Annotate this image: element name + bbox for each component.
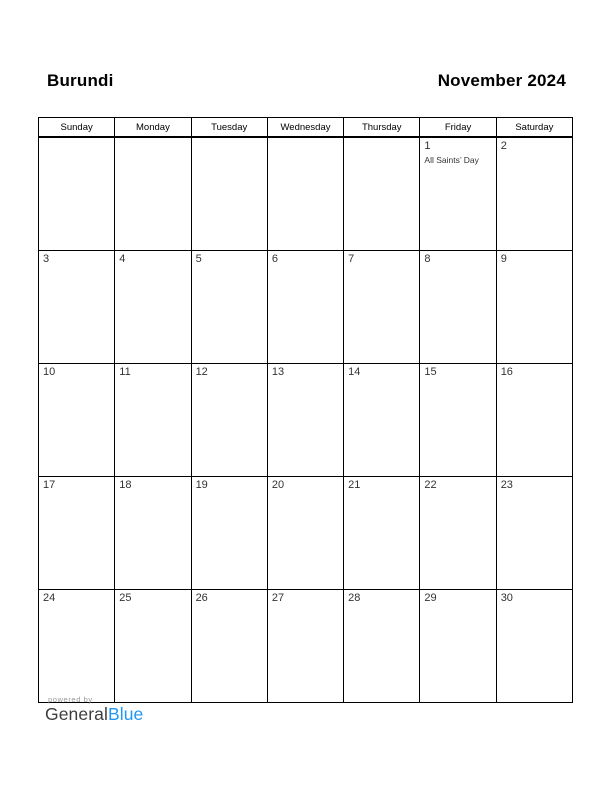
day-number: 23 xyxy=(500,479,513,491)
day-cell-27 xyxy=(267,590,343,703)
day-number: 13 xyxy=(271,366,285,378)
generalblue-logo xyxy=(45,704,143,724)
day-number: 15 xyxy=(424,366,437,378)
day-cell-14 xyxy=(344,364,420,477)
calendar-body xyxy=(39,137,573,703)
day-number: 30 xyxy=(500,592,513,604)
brand-general-text: General xyxy=(45,704,108,724)
day-cell-16 xyxy=(496,364,572,477)
weekday-header-monday: Monday xyxy=(115,118,191,138)
day-cell-24 xyxy=(39,590,115,703)
day-number: 11 xyxy=(119,366,131,378)
day-number: 21 xyxy=(348,479,361,491)
day-number: 20 xyxy=(271,479,285,491)
week-row-3 xyxy=(39,364,573,477)
day-cell-5 xyxy=(191,251,267,364)
day-cell-11 xyxy=(115,364,191,477)
day-number: 7 xyxy=(348,253,355,265)
day-number: 26 xyxy=(195,592,208,604)
day-number: 6 xyxy=(271,253,278,265)
day-cell-17 xyxy=(39,477,115,590)
day-number: 17 xyxy=(43,479,56,491)
day-cell-26 xyxy=(191,590,267,703)
day-number: 2 xyxy=(500,140,507,152)
page-header xyxy=(47,71,566,91)
day-cell-23 xyxy=(496,477,572,590)
powered-by-label: powered by xyxy=(48,695,93,704)
day-number: 22 xyxy=(424,479,437,491)
day-cell-19 xyxy=(191,477,267,590)
weekday-header-thursday: Thursday xyxy=(344,118,420,138)
week-row-5 xyxy=(39,590,573,703)
day-cell-25 xyxy=(115,590,191,703)
day-cell-1 xyxy=(420,137,496,251)
day-cell-13 xyxy=(267,364,343,477)
day-number: 25 xyxy=(119,592,132,604)
week-row-1 xyxy=(39,137,573,251)
day-cell-8 xyxy=(420,251,496,364)
brand-blue-text: Blue xyxy=(107,704,144,724)
day-cell-empty xyxy=(344,137,420,251)
week-row-2 xyxy=(39,251,573,364)
day-cell-21 xyxy=(344,477,420,590)
day-number: 1 xyxy=(424,140,431,152)
day-number: 27 xyxy=(271,592,285,604)
day-cell-10 xyxy=(39,364,115,477)
day-cell-20 xyxy=(267,477,343,590)
day-number: 18 xyxy=(119,479,132,491)
page-footer xyxy=(45,695,143,724)
week-row-4 xyxy=(39,477,573,590)
weekday-header-friday: Friday xyxy=(420,118,496,138)
month-year-title: November 2024 xyxy=(437,71,566,90)
day-cell-empty xyxy=(191,137,267,251)
day-number: 28 xyxy=(348,592,361,604)
country-title: Burundi xyxy=(47,71,114,90)
day-number: 4 xyxy=(119,253,126,265)
calendar-grid xyxy=(38,117,573,703)
day-cell-30 xyxy=(496,590,572,703)
day-cell-empty xyxy=(39,137,115,251)
day-cell-18 xyxy=(115,477,191,590)
day-number: 12 xyxy=(195,366,208,378)
day-cell-15 xyxy=(420,364,496,477)
day-cell-9 xyxy=(496,251,572,364)
day-number: 19 xyxy=(195,479,208,491)
day-number: 3 xyxy=(43,253,50,265)
day-cell-2 xyxy=(496,137,572,251)
day-number: 24 xyxy=(43,592,56,604)
day-number: 5 xyxy=(195,253,202,265)
day-cell-empty xyxy=(115,137,191,251)
day-cell-12 xyxy=(191,364,267,477)
day-number: 9 xyxy=(500,253,507,265)
holiday-label: All Saints’ Day xyxy=(424,155,479,165)
day-number: 16 xyxy=(500,366,513,378)
weekday-header-wednesday: Wednesday xyxy=(267,118,343,138)
day-number: 8 xyxy=(424,253,431,265)
weekday-header-saturday: Saturday xyxy=(496,118,572,138)
day-cell-7 xyxy=(344,251,420,364)
day-cell-4 xyxy=(115,251,191,364)
day-number: 29 xyxy=(424,592,437,604)
day-cell-6 xyxy=(267,251,343,364)
day-cell-22 xyxy=(420,477,496,590)
day-cell-29 xyxy=(420,590,496,703)
weekday-header-sunday: Sunday xyxy=(39,118,115,138)
day-cell-3 xyxy=(39,251,115,364)
weekday-header-row xyxy=(39,118,573,138)
day-cell-empty xyxy=(267,137,343,251)
day-number: 10 xyxy=(43,366,56,378)
day-number: 14 xyxy=(348,366,361,378)
weekday-header-tuesday: Tuesday xyxy=(191,118,267,138)
day-cell-28 xyxy=(344,590,420,703)
